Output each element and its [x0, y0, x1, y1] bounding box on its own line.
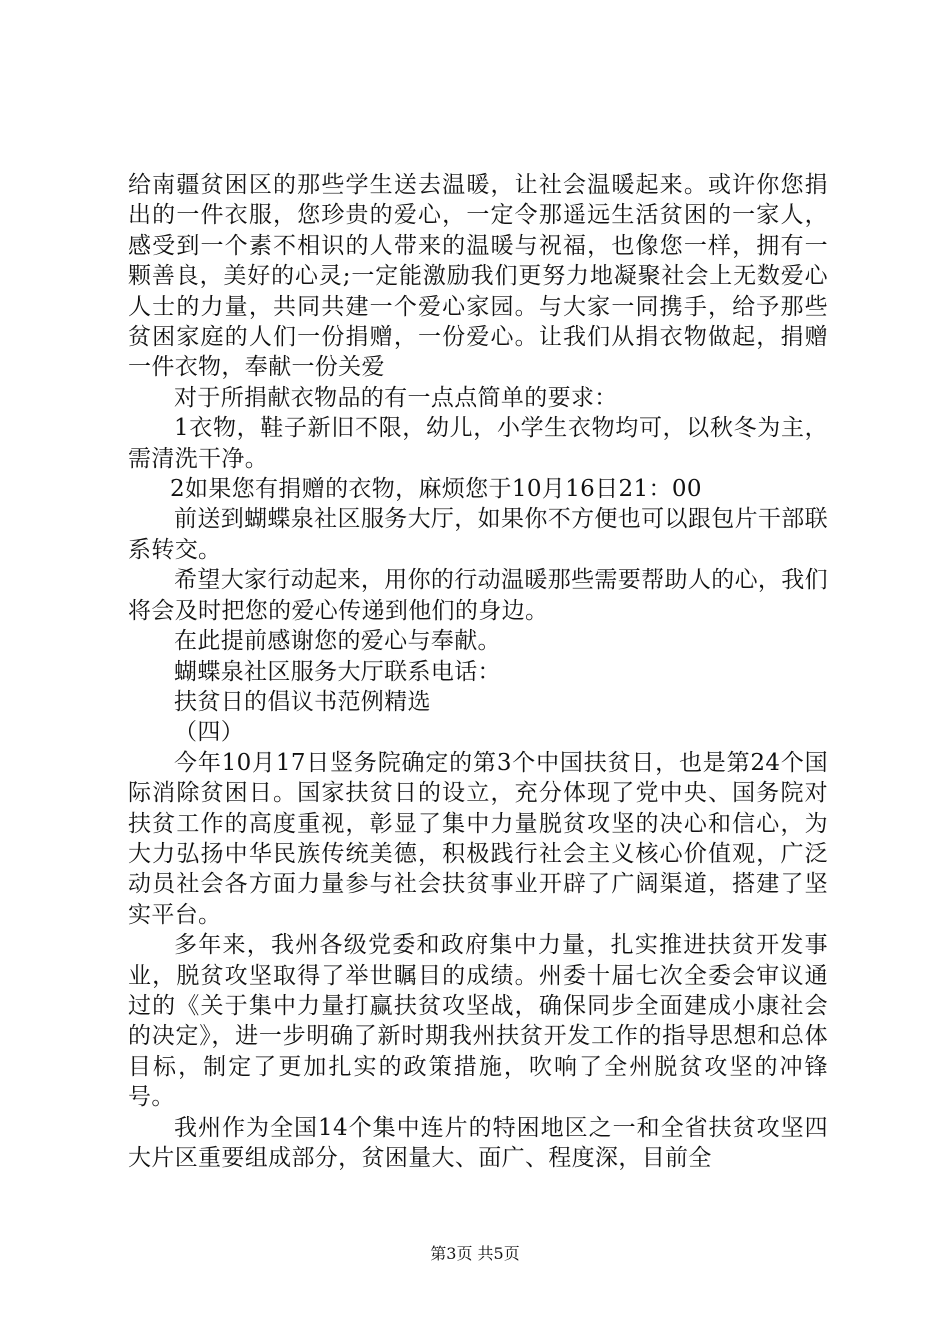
section-heading: 扶贫日的倡议书范例精选 — [174, 688, 431, 715]
paragraph-thanks: 在此提前感谢您的爱心与奉献。 — [174, 628, 501, 655]
paragraph-contact-phone: 蝴蝶泉社区服务大厅联系电话： — [174, 658, 501, 685]
document-body — [128, 170, 828, 1173]
page-number-footer: 第3页 共5页 — [430, 1244, 520, 1263]
paragraph-delivery-location: 前送到蝴蝶泉社区服务大厅，如果你不方便也可以跟包片干部联系转交。 — [128, 506, 828, 563]
paragraph-donation-appeal: 给南疆贫困区的那些学生送去温暖，让社会温暖起来。或许你您捐出的一件衣服，您珍贵的爱心，一定令那遥远生活贫困的一家人，感受到一个素不相识的人带来的温暖与祝福，也像您一样，拥有一颗善良，美好的心灵;一定能激励我们更努力地凝聚社会上无数爱心人士的力量，共同共建一个爱心家园。与大家一同携手，给予那些贫困家庭的人们一份捐赠，一份爱心。让我们从捐衣物做起，捐赠一件衣物，奉献一份关爱 — [128, 172, 828, 381]
paragraph-call-to-action: 希望大家行动起来，用你的行动温暖那些需要帮助人的心，我们将会及时把您的爱心传递到他们的身边。 — [128, 567, 828, 624]
paragraph-regional-status: 我州作为全国14个集中连片的特困地区之一和全省扶贫攻坚四大片区重要组成部分，贫困量大、面广、程度深，目前全 — [128, 1114, 828, 1171]
section-number: （四） — [174, 719, 245, 746]
paragraph-requirement-2: 2如果您有捐赠的衣物，麻烦您于10月16日21：00 — [170, 476, 702, 503]
paragraph-achievements: 多年来，我州各级党委和政府集中力量，扎实推进扶贫开发事业，脱贫攻坚取得了举世瞩目的成绩。州委十届七次全委会审议通过的《关于集中力量打赢扶贫攻坚战，确保同步全面建成小康社会的决定》，进一步明确了新时期我州扶贫开发工作的指导思想和总体目标，制定了更加扎实的政策措施，吹响了全州脱贫攻坚的冲锋号。 — [128, 932, 828, 1111]
paragraph-requirement-1: 1衣物，鞋子新旧不限，幼儿，小学生衣物均可，以秋冬为主，需清洗干净。 — [128, 415, 828, 472]
paragraph-poverty-day: 今年10月17日竖务院确定的第3个中国扶贫日，也是第24个国际消除贫困日。国家扶贫日的设立，充分体现了党中央、国务院对扶贫工作的高度重视，彰显了集中力量脱贫攻坚的决心和信心，为大力弘扬中华民族传统美德，积极践行社会主义核心价值观，广泛动员社会各方面力量参与社会扶贫事业开辟了广阔渠道，搭建了坚实平台。 — [128, 749, 828, 928]
paragraph-requirements-intro: 对于所捐献衣物品的有一点点简单的要求： — [174, 384, 618, 411]
